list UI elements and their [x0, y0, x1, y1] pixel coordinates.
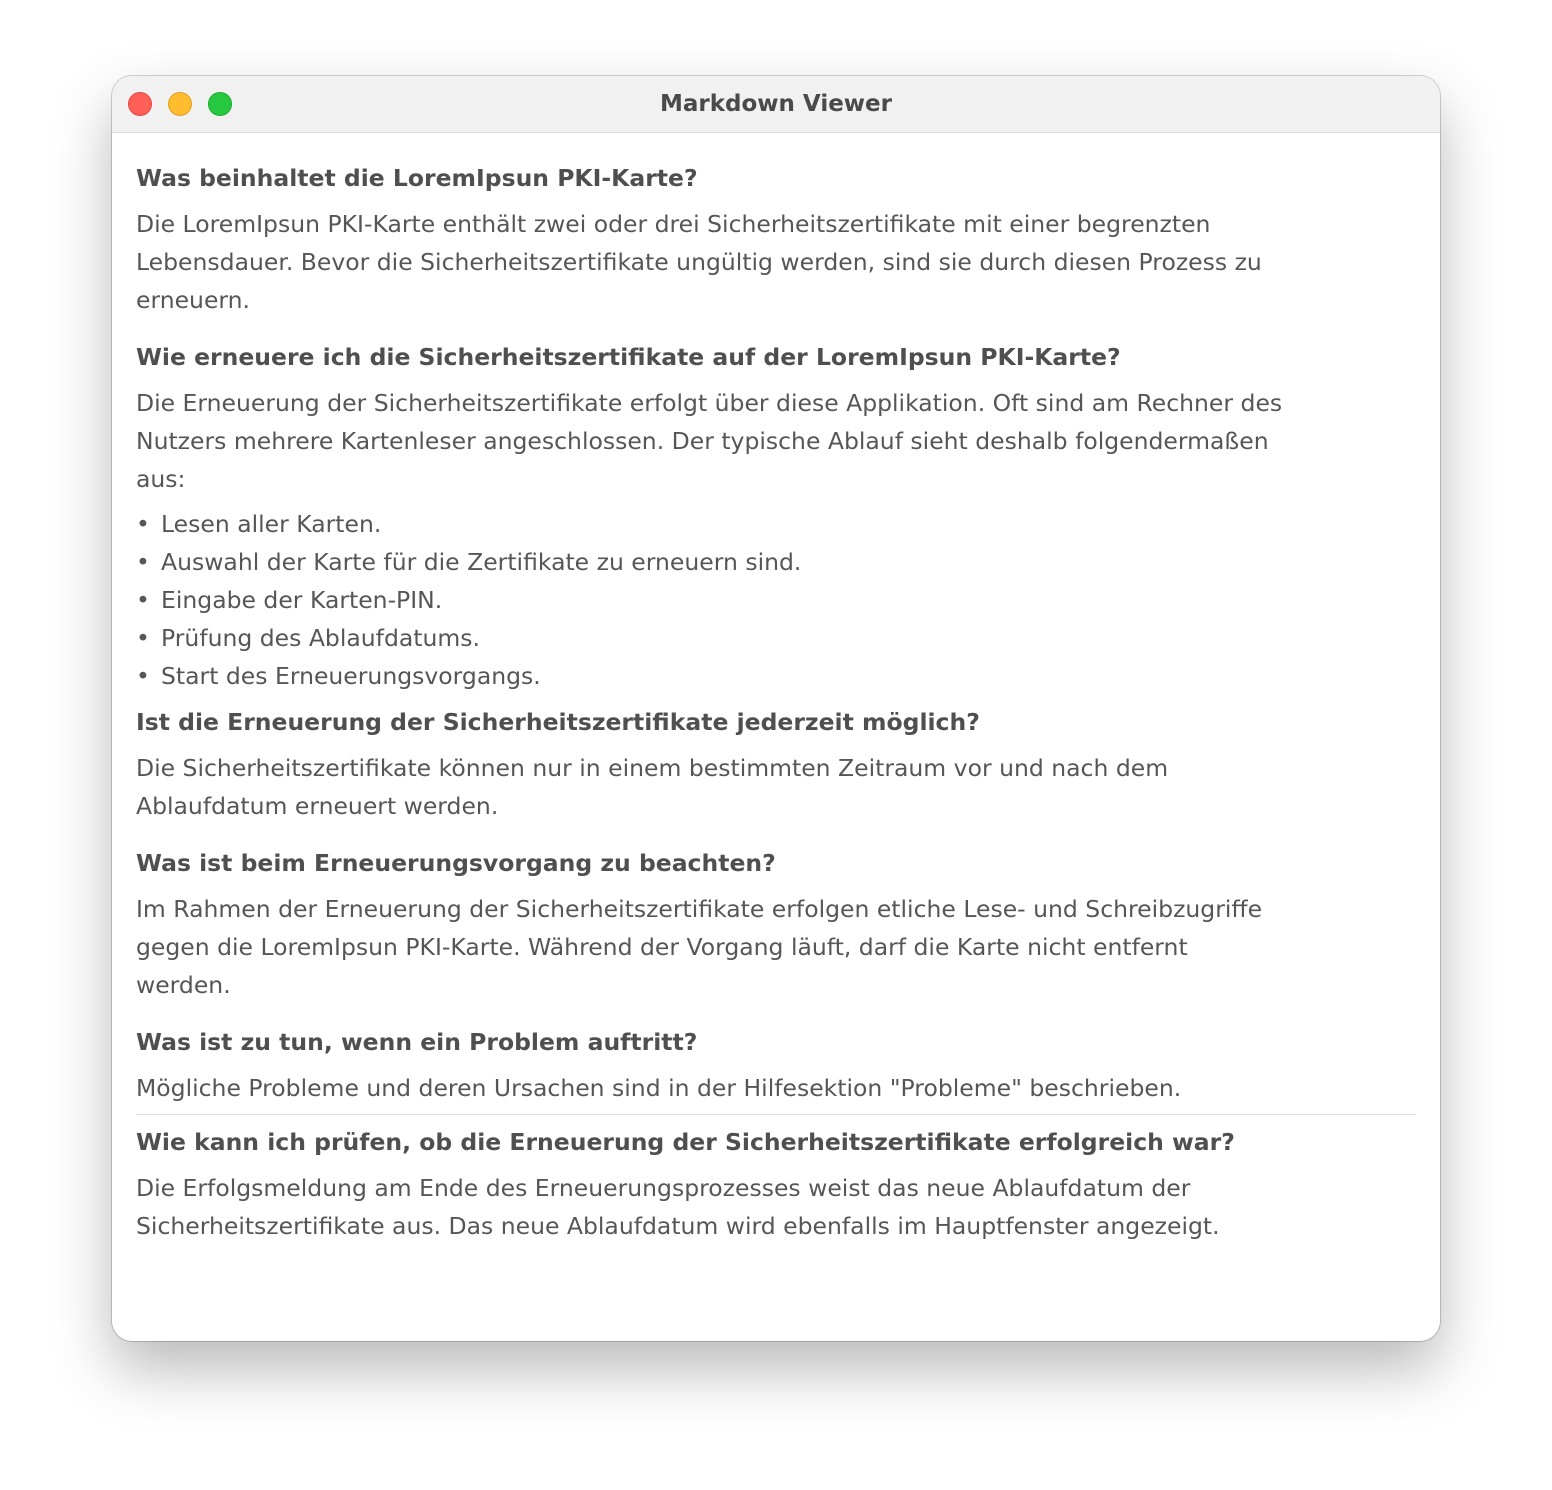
paragraph-line: Die LoremIpsun PKI-Karte enthält zwei oder drei Sicherheitszertifikate mit einer begrenzten [136, 210, 1211, 238]
list-item-text: Eingabe der Karten-PIN. [161, 586, 443, 614]
section-paragraph [136, 1069, 1416, 1107]
list-item [136, 581, 1416, 619]
paragraph-line: Nutzers mehrere Kartenleser angeschlossen. Der typische Ablauf sieht deshalb folgendermaßen [136, 427, 1269, 455]
list-item-text: Auswahl der Karte für die Zertifikate zu erneuern sind. [161, 548, 802, 576]
section-heading: Was beinhaltet die LoremIpsun PKI-Karte? [136, 164, 698, 192]
window-title: Markdown Viewer [659, 91, 892, 117]
section-heading: Wie erneuere ich die Sicherheitszertifikate auf der LoremIpsun PKI-Karte? [136, 343, 1121, 371]
section-heading: Wie kann ich prüfen, ob die Erneuerung der Sicherheitszertifikate erfolgreich war? [136, 1128, 1235, 1156]
paragraph-line: erneuern. [136, 286, 251, 314]
section-heading: Ist die Erneuerung der Sicherheitszertifikate jederzeit möglich? [136, 708, 980, 736]
section-paragraph [136, 749, 1416, 825]
paragraph-line: Die Erfolgsmeldung am Ende des Erneuerungsprozesses weist das neue Ablaufdatum der [136, 1174, 1191, 1202]
bullet-icon: • [136, 548, 150, 576]
markdown-content [112, 133, 1440, 1245]
bullet-icon: • [136, 624, 150, 652]
list-item [136, 505, 1416, 543]
paragraph-line: Lebensdauer. Bevor die Sicherheitszertifikate ungültig werden, sind sie durch diesen Prozess zu [136, 248, 1262, 276]
list-item [136, 619, 1416, 657]
paragraph-line: gegen die LoremIpsun PKI-Karte. Während der Vorgang läuft, darf die Karte nicht entfernt [136, 933, 1188, 961]
section-heading: Was ist zu tun, wenn ein Problem auftritt? [136, 1028, 698, 1056]
section-heading: Was ist beim Erneuerungsvorgang zu beachten? [136, 849, 776, 877]
section-paragraph [136, 890, 1416, 1004]
paragraph-line: Sicherheitszertifikate aus. Das neue Ablaufdatum wird ebenfalls im Hauptfenster angezeigt. [136, 1212, 1220, 1240]
markdown-viewer-window [112, 76, 1440, 1341]
section-paragraph [136, 1169, 1416, 1245]
bullet-icon: • [136, 662, 150, 690]
bullet-icon: • [136, 510, 150, 538]
list-item [136, 657, 1416, 695]
paragraph-line: werden. [136, 971, 231, 999]
paragraph-line: Im Rahmen der Erneuerung der Sicherheitszertifikate erfolgen etliche Lese- und Schreibzugriffe [136, 895, 1263, 923]
section-paragraph [136, 384, 1416, 498]
paragraph-line: Die Sicherheitszertifikate können nur in einem bestimmten Zeitraum vor und nach dem [136, 754, 1169, 782]
paragraph-line: aus: [136, 465, 186, 493]
bullet-icon: • [136, 586, 150, 614]
paragraph-line: Die Erneuerung der Sicherheitszertifikate erfolgt über diese Applikation. Oft sind am Rechner des [136, 389, 1283, 417]
list-item-text: Lesen aller Karten. [161, 510, 382, 538]
bullet-list [136, 505, 1416, 695]
horizontal-divider [136, 1114, 1416, 1115]
list-item [136, 543, 1416, 581]
paragraph-line: Ablaufdatum erneuert werden. [136, 792, 499, 820]
list-item-text: Prüfung des Ablaufdatums. [161, 624, 480, 652]
paragraph-line: Mögliche Probleme und deren Ursachen sind in der Hilfesektion "Probleme" beschrieben. [136, 1074, 1182, 1102]
list-item-text: Start des Erneuerungsvorgangs. [161, 662, 541, 690]
section-paragraph [136, 205, 1416, 319]
title-bar[interactable] [112, 76, 1440, 133]
